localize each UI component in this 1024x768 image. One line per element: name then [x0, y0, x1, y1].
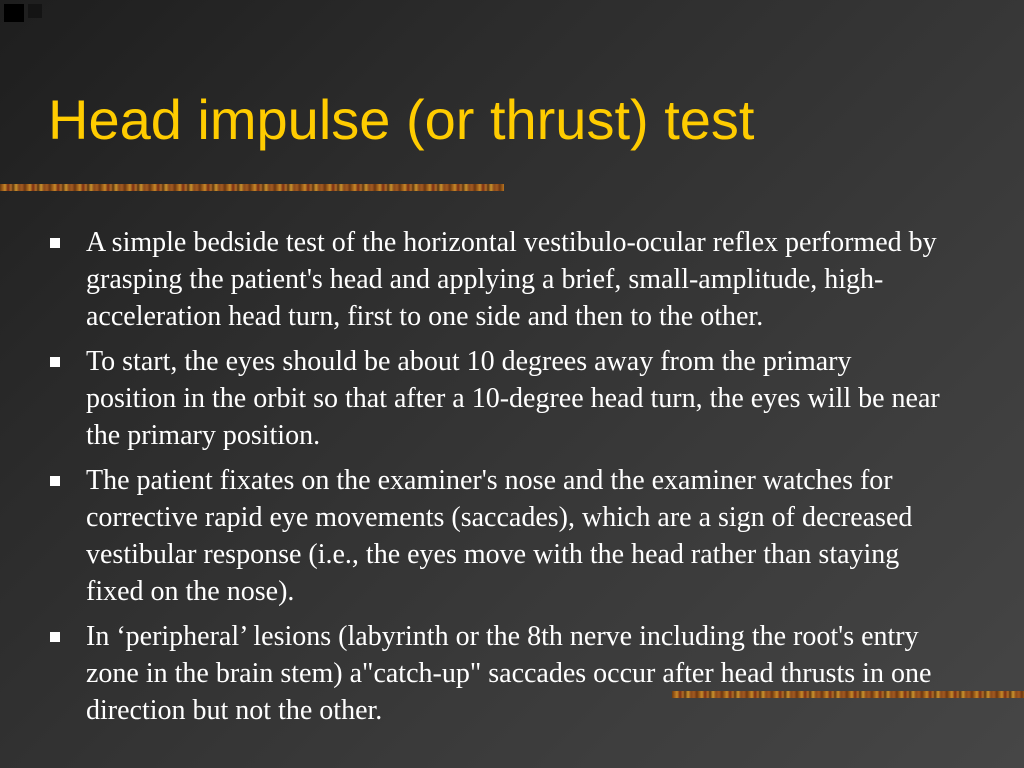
bullet-text: The patient fixates on the examiner's nose and the examiner watches for corrective rapid eye movements (saccades), which are a sign of decreased vestibular response (i.e., the eyes move with the head rather than staying fixed on the nose). — [86, 465, 913, 607]
bullet-text: A simple bedside test of the horizontal vestibulo-ocular reflex performed by grasping the patient's head and applying a brief, small-amplitude, high-acceleration head turn, first to one side and then to the other. — [86, 227, 937, 332]
list-item — [48, 462, 948, 610]
bottom-right-decoration — [672, 691, 1024, 698]
square-bullet-icon — [50, 357, 60, 367]
bullet-text: In ‘peripheral’ lesions (labyrinth or the 8th nerve including the root's entry zone in the brain stem) a"catch-up" saccades occur after head thrusts in one direction but not the other. — [86, 621, 932, 726]
square-bullet-icon — [50, 476, 60, 486]
bullet-text: To start, the eyes should be about 10 degrees away from the primary position in the orbit so that after a 10-degree head turn, the eyes will be near the primary position. — [86, 346, 940, 451]
square-bullet-icon — [50, 238, 60, 248]
list-item — [48, 343, 948, 454]
list-item — [48, 618, 948, 729]
corner-decoration-secondary — [28, 4, 42, 18]
square-bullet-icon — [50, 632, 60, 642]
corner-decoration — [4, 4, 24, 22]
list-item — [48, 224, 948, 335]
slide-title: Head impulse (or thrust) test — [48, 88, 755, 151]
bullet-list — [48, 224, 948, 737]
title-underline-decoration — [0, 184, 504, 191]
